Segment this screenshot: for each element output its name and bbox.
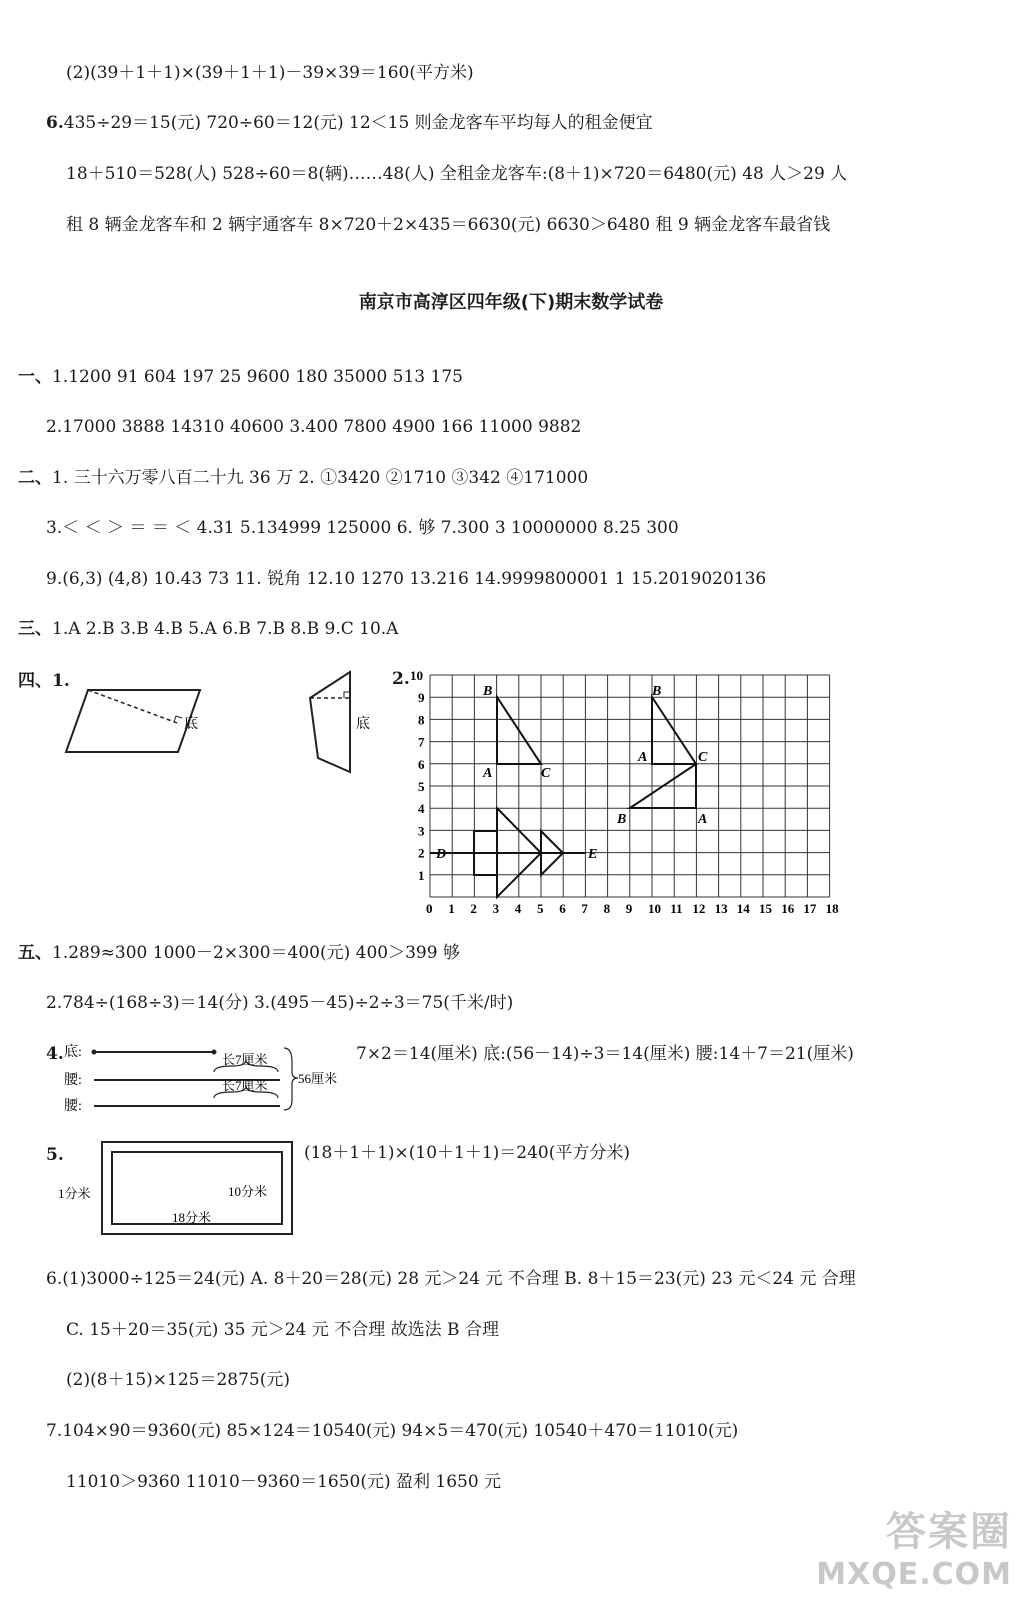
question-5-4-text: 7×2＝14(厘米) 底:(56－14)÷3＝14(厘米) 腰:14＋7＝21(厘米): [356, 1044, 854, 1064]
x-tick-label: 9: [625, 901, 633, 916]
x-tick-label: 0: [426, 901, 433, 916]
question-5-7-row-2: 11010＞9360 11010－9360＝1650(元) 盈利 1650 元: [66, 1472, 502, 1492]
brace-label-2: 长7厘米: [222, 1078, 268, 1093]
x-tick-label: 11: [670, 901, 683, 916]
seg-label-base: 底:: [64, 1045, 82, 1060]
section-1-row-1-text: 1.1200 91 604 197 25 9600 180 35000 513 175: [52, 367, 463, 387]
y-tick-label: 10: [410, 668, 423, 683]
label-D: D: [436, 847, 447, 862]
seg-label-leg-2: 腰:: [64, 1099, 82, 1114]
x-tick-label: 4: [514, 901, 522, 916]
label-C1: C: [541, 766, 551, 781]
inner-height-label: 10分米: [228, 1184, 268, 1199]
x-tick-label: 5: [537, 901, 544, 916]
x-tick-label: 6: [559, 901, 566, 916]
section-2-row-3: 9.(6,3) (4,8) 10.43 73 11. 锐角 12.10 1270 13.216 14.9999800001 1 15.2019020136: [46, 569, 767, 589]
segment-diagram: [60, 1038, 360, 1118]
x-tick-label: 12: [692, 901, 706, 916]
q6-text: 435÷29＝15(元) 720÷60＝12(元) 12＜15 则金龙客车平均每人的租金便宜: [63, 113, 653, 133]
question-5-6-row-2: C. 15＋20＝35(元) 35 元＞24 元 不合理 故选法 B 合理: [66, 1320, 499, 1340]
x-tick-label: 16: [781, 901, 795, 916]
label-B3: B: [617, 812, 627, 827]
y-tick-label: 2: [418, 845, 425, 861]
section-5-row-1-text: 1.289≈300 1000－2×300＝400(元) 400＞399 够: [52, 943, 460, 963]
x-tick-label: 13: [714, 901, 728, 916]
question-5-5-text: (18＋1＋1)×(10＋1＋1)＝240(平方分米): [304, 1143, 631, 1163]
answer-line-2-area: (2)(39＋1＋1)×(39＋1＋1)－39×39＝160(平方米): [66, 63, 474, 83]
y-tick-label: 7: [418, 734, 425, 750]
label-B1: B: [483, 684, 493, 699]
section-2-row-1-text: 1. 三十六万零八百二十九 36 万 2. ①3420 ②1710 ③342 ④171000: [52, 468, 589, 488]
answer-q6-line1: [46, 112, 653, 134]
y-tick-label: 6: [418, 756, 425, 772]
label-A3: A: [698, 812, 708, 827]
x-tick-label: 8: [603, 901, 611, 916]
frame-width-label: 1分米: [58, 1186, 91, 1201]
x-tick-label: 18: [825, 901, 839, 916]
y-tick-label: 9: [418, 690, 425, 706]
x-tick-label: 1: [448, 901, 455, 916]
section-2-row-2: 3.＜ ＜ ＞ ＝ ＝ ＜ 4.31 5.134999 125000 6. 够 7.300 3 10000000 8.25 300: [46, 518, 679, 538]
section-2-label: 二、: [18, 468, 52, 488]
trapezoid-figure: [300, 668, 390, 778]
seg-label-leg-1: 腰:: [64, 1073, 82, 1088]
y-tick-label: 5: [418, 779, 425, 794]
question-5-5-number: 5.: [46, 1145, 64, 1165]
watermark: [816, 1500, 1012, 1592]
inner-length-label: 18分米: [172, 1210, 212, 1225]
frame-diagram: [56, 1138, 296, 1238]
section-1-label: 一、: [18, 367, 52, 387]
x-tick-label: 3: [492, 901, 500, 916]
x-tick-label: 10: [648, 901, 661, 916]
y-tick-label: 4: [418, 801, 425, 817]
question-5-6-row-3: (2)(8＋15)×125＝2875(元): [66, 1370, 291, 1390]
y-tick-label: 1: [418, 867, 425, 883]
section-5-label: 五、: [18, 943, 52, 963]
label-B2: B: [652, 684, 662, 699]
label-A2: A: [638, 750, 648, 765]
coordinate-grid: [400, 665, 850, 920]
parallelogram-base-label: 底: [184, 717, 198, 732]
section-4-label: 四、1.: [18, 671, 70, 691]
brace-label-1: 长7厘米: [222, 1052, 268, 1067]
exam-title: 南京市高淳区四年级(下)期末数学试卷: [358, 292, 664, 313]
section-3-row-1-text: 1.A 2.B 3.B 4.B 5.A 6.B 7.B 8.B 9.C 10.A: [52, 619, 399, 639]
question-4-2-number: 2.: [392, 669, 410, 689]
watermark-text-1: 答案圈: [886, 1509, 1012, 1555]
y-tick-label: 8: [418, 712, 425, 728]
trapezoid-base-label: 底: [356, 717, 370, 732]
x-tick-label: 2: [470, 901, 477, 916]
section-3-row-1: [18, 618, 398, 640]
section-1-row-2: 2.17000 3888 14310 40600 3.400 7800 4900 166 11000 9882: [46, 417, 582, 437]
question-5-6-row-1: 6.(1)3000÷125＝24(元) A. 8＋20＝28(元) 28 元＞24 元 不合理 B. 8＋15＝23(元) 23 元＜24 元 合理: [46, 1269, 856, 1289]
q6-number: 6.: [46, 113, 64, 133]
section-2-row-1: [18, 467, 588, 489]
x-tick-label: 14: [736, 901, 750, 916]
x-tick-label: 17: [803, 901, 817, 916]
section-3-label: 三、: [18, 619, 52, 639]
answer-q6-line2: 18＋510＝528(人) 528÷60＝8(辆)……48(人) 全租金龙客车:(8＋1)×720＝6480(元) 48 人＞29 人: [66, 164, 848, 184]
watermark-text-2: MXQE.COM: [816, 1557, 1012, 1592]
y-tick-label: 3: [418, 823, 425, 839]
x-tick-label: 15: [759, 901, 772, 916]
label-E: E: [588, 847, 598, 862]
section-5-row-1: [18, 942, 460, 964]
parallelogram-figure: [60, 680, 210, 760]
question-5-4-number: 4.: [46, 1044, 64, 1064]
x-tick-label: 7: [581, 901, 588, 916]
total-length-label: 56厘米: [298, 1071, 338, 1086]
section-5-row-2: 2.784÷(168÷3)＝14(分) 3.(495－45)÷2÷3＝75(千米/时): [46, 993, 514, 1013]
question-5-7-row-1: 7.104×90＝9360(元) 85×124＝10540(元) 94×5＝470(元) 10540＋470＝11010(元): [46, 1421, 739, 1441]
section-1-row-1: [18, 366, 463, 388]
answer-q6-line3: 租 8 辆金龙客车和 2 辆宇通客车 8×720＋2×435＝6630(元) 6630＞6480 租 9 辆金龙客车最省钱: [66, 215, 831, 235]
label-A1: A: [483, 766, 493, 781]
label-C2: C: [698, 750, 708, 765]
